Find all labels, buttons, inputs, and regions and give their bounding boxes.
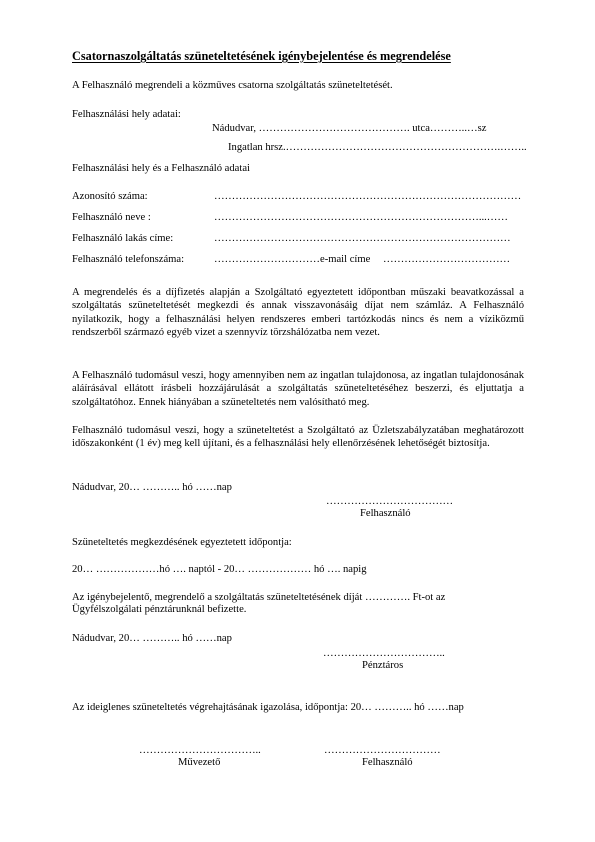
intro-text: A Felhasználó megrendeli a közműves csatorna szolgáltatás szüneteltetését. [72, 80, 393, 91]
start-date-heading: Szüneteltetés megkezdésének egyeztetett időpontja: [72, 537, 292, 548]
signature-label-user-1: Felhasználó [360, 508, 411, 519]
payment-line-2: Ügyfélszolgálati pénztárunknál befizette. [72, 604, 247, 615]
id-field[interactable]: …………………………………………………………………………… [214, 191, 522, 202]
location-heading: Felhasználási hely adatai: [72, 109, 181, 120]
phone-field[interactable]: ………………………… [214, 254, 320, 265]
name-label: Felhasználó neve : [72, 212, 151, 223]
name-field[interactable]: …………………………………………………………………...…… [214, 212, 508, 223]
signature-dots-cashier[interactable]: …………………………….. [323, 648, 445, 659]
start-date-line: 20… ………………hó …. naptól - 20… ……………… hó …. napig [72, 564, 367, 575]
date-line-2: Nádudvar, 20… ……….. hó ……nap [72, 633, 232, 644]
id-label: Azonosító száma: [72, 191, 148, 202]
payment-line-1: Az igénybejelentő, megrendelő a szolgáltatás szüneteltetésének díját …………. Ft-ot az [72, 592, 446, 603]
date-line-1: Nádudvar, 20… ……….. hó ……nap [72, 482, 232, 493]
signature-dots-user-2[interactable]: …………………………… [324, 745, 441, 756]
user-section-heading: Felhasználási hely és a Felhasználó adatai [72, 163, 250, 174]
paragraph-order-terms: A megrendelés és a díjfizetés alapján a Szolgáltató egyeztetett időpontban műszaki beavatkozással a szolgáltatás szüneteltetését megkezdi és annak visszavonásáig díjat nem számláz. A Felhasználó nyilatkozik, hogy a felhasználási helyen rendszeres emberi tartózkodás nincs és nem a víziközmű rendszerből származó egyéb vizet a szennyvíz törzshálózatba nem vezet. [72, 287, 524, 338]
email-label: e-mail címe [320, 254, 371, 265]
signature-dots-user-1[interactable]: ……………………………… [326, 496, 454, 507]
plot-number-line: Ingatlan hrsz.…………………………………………………….…….. [228, 142, 527, 153]
signature-label-operator: Művezető [178, 757, 221, 768]
email-field[interactable]: ……………………………… [383, 254, 511, 265]
signature-label-user-2: Felhasználó [362, 757, 413, 768]
phone-label: Felhasználó telefonszáma: [72, 254, 185, 265]
signature-dots-operator[interactable]: …………………………….. [139, 745, 261, 756]
home-address-label: Felhasználó lakás címe: [72, 233, 174, 244]
paragraph-owner-consent: A Felhasználó tudomásul veszi, hogy amennyiben nem az ingatlan tulajdonosa, az ingatlan tulajdonosának aláírásával ellátott írásbeli hozzájárulását a szolgáltatás szüneteltetéséhez beszerzi, és eljuttatja a szolgáltatóhoz. Ennek hiányában a szüneteltetés nem valósítható meg. [72, 370, 524, 408]
paragraph-renewal: Felhasználó tudomásul veszi, hogy a szüneteltetést a Szolgáltató az Üzletszabályzatában meghatározott időszakonként (1 év) meg kell újítani, és a felhasználási hely ellenőrzésének lehetőségét biztosítja. [72, 425, 524, 450]
signature-label-cashier: Pénztáros [362, 660, 404, 671]
confirmation-line: Az ideiglenes szüneteltetés végrehajtásának igazolása, időpontja: 20… ……….. hó ……nap [72, 702, 464, 713]
home-address-field[interactable]: ………………………………………………………………………… [214, 233, 511, 244]
form-title: Csatornaszolgáltatás szüneteltetésének igénybejelentése és megrendelése [72, 49, 451, 63]
address-line: Nádudvar, ……………………………………. utca………..…sz [212, 123, 487, 134]
